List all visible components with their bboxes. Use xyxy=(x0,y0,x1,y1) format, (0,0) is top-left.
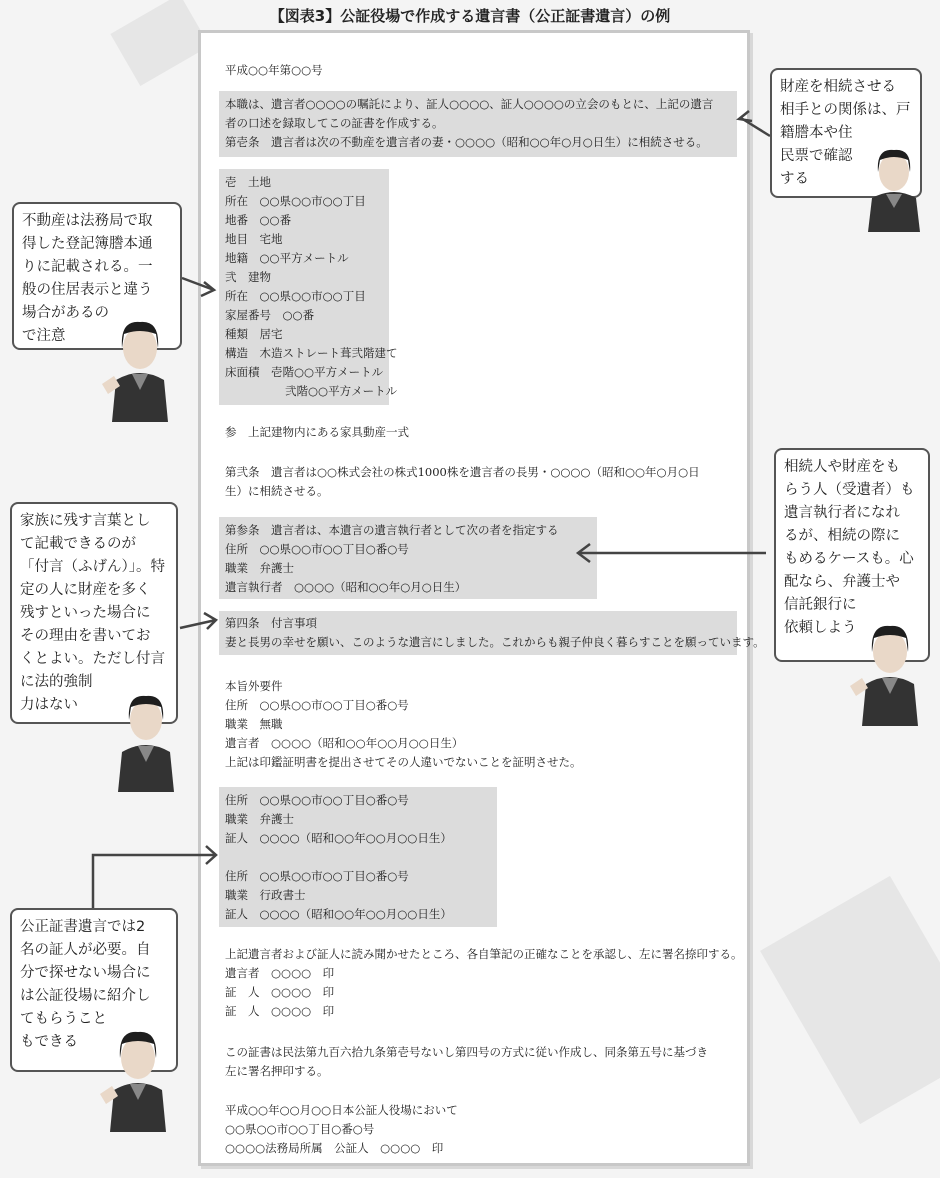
callout-line: 分で探せない場合に xyxy=(20,965,151,981)
doc-line: 家屋番号 ○○番 xyxy=(225,308,315,322)
doc-line: 第四条 付言事項 xyxy=(225,616,317,630)
doc-line: 種類 居宅 xyxy=(225,327,283,341)
doc-line: 証人 ○○○○（昭和○○年○○月○○日生） xyxy=(225,831,452,845)
callout-line: 場合があるの xyxy=(22,305,109,321)
callout-line: 「付言（ふげん）」。特 xyxy=(20,559,165,575)
callout-line: 財産を相続させる xyxy=(780,79,896,95)
arrow-realestate-head xyxy=(201,282,214,296)
callout-line: てもらうこと xyxy=(20,1011,107,1027)
callout-line: 相続人や財産をも xyxy=(784,459,900,475)
doc-line: 遺言執行者 ○○○○（昭和○○年○月○日生） xyxy=(225,580,467,594)
callout-line: 残すといった場合に xyxy=(20,605,151,621)
callout-line: は公証役場に紹介し xyxy=(20,988,151,1004)
doc-line: 住所 ○○県○○市○○丁目○番○号 xyxy=(225,793,409,807)
doc-line: 職業 無職 xyxy=(225,717,283,731)
advisor-illustration xyxy=(846,606,932,726)
doc-line: 弐 建物 xyxy=(225,270,271,284)
doc-line: 地番 ○○番 xyxy=(225,213,292,227)
callout-line: で注意 xyxy=(22,328,66,344)
doc-line: 住所 ○○県○○市○○丁目○番○号 xyxy=(225,698,409,712)
callout-line: 信託銀行に xyxy=(784,597,857,613)
doc-line: 職業 弁護士 xyxy=(225,812,294,826)
doc-line: 弐階○○平方メートル xyxy=(285,384,398,398)
doc-line: 遺言者 ○○○○（昭和○○年○○月○○日生） xyxy=(225,736,464,750)
doc-line: 第壱条 遺言者は次の不動産を遺言者の妻・○○○○（昭和○○年○月○日生）に相続させる。 xyxy=(225,135,708,149)
doc-line: 第参条 遺言者は、本遺言の遺言執行者として次の者を指定する xyxy=(225,523,559,537)
doc-line: 上記は印鑑証明書を提出させてその人違いでないことを証明させた。 xyxy=(225,755,582,769)
callout-line: りに記載される。一 xyxy=(22,259,153,275)
doc-line: 住所 ○○県○○市○○丁目○番○号 xyxy=(225,869,409,883)
doc-line: 本旨外要件 xyxy=(225,679,283,693)
doc-line: 証 人 ○○○○ 印 xyxy=(225,1004,335,1018)
doc-line: 証人 ○○○○（昭和○○年○○月○○日生） xyxy=(225,907,452,921)
callout-line: て記載できるのが xyxy=(20,536,136,552)
figure-title: 【図表3】公証役場で作成する遺言書（公正証書遺言）の例 xyxy=(269,7,671,25)
callout-line: 得した登記簿謄本通 xyxy=(22,236,153,252)
doc-line: 証 人 ○○○○ 印 xyxy=(225,985,335,999)
callout-line: 名の証人が必要。自 xyxy=(20,942,151,958)
callout-line: もめるケースも。心 xyxy=(784,551,914,567)
doc-line: 本職は、遺言者○○○○の嘱託により、証人○○○○、証人○○○○の立会のもとに、上記の遺言 xyxy=(225,97,714,111)
callout-line: 力はない xyxy=(20,697,78,713)
callout-line: 依頼しよう xyxy=(784,620,857,636)
arrow-relation-head xyxy=(739,111,752,121)
advisor-illustration xyxy=(96,1010,180,1132)
doc-line: 生）に相続させる。 xyxy=(225,484,329,498)
callout-line: 相手との関係は、戸 xyxy=(780,102,911,118)
doc-line: 壱 土地 xyxy=(225,175,271,189)
callout-line: 定の人に財産を多く xyxy=(20,582,151,598)
callout-line: 籍謄本や住 xyxy=(780,125,853,141)
doc-line: 妻と長男の幸せを願い、このような遺言にしました。これからも親子仲良く暮らすことを願っています。 xyxy=(225,635,765,649)
doc-line: ○○県○○市○○丁目○番○号 xyxy=(225,1122,375,1136)
callout-line: 配なら、弁護士や xyxy=(784,574,900,590)
callout-line: くとよい。ただし付言 xyxy=(20,651,165,667)
arrow-realestate xyxy=(182,278,214,290)
doc-line: 構造 木造ストレート葺弐階建て xyxy=(225,346,398,360)
doc-line: 遺言者 ○○○○ 印 xyxy=(225,966,335,980)
doc-line: ○○○○法務局所属 公証人 ○○○○ 印 xyxy=(225,1141,444,1155)
doc-line: 所在 ○○県○○市○○丁目 xyxy=(225,194,366,208)
doc-line: 職業 弁護士 xyxy=(225,561,294,575)
doc-line: 平成○○年第○○号 xyxy=(225,63,323,77)
callout-line: らう人（受遺者）も xyxy=(784,482,915,498)
doc-line: 住所 ○○県○○市○○丁目○番○号 xyxy=(225,542,409,556)
advisor-illustration xyxy=(98,300,182,422)
doc-line: 上記遺言者および証人に読み聞かせたところ、各自筆記の正確なことを承認し、左に署名捺印する。 xyxy=(225,947,743,961)
advisor-illustration xyxy=(110,676,182,792)
callout-line: 公正証書遺言では2 xyxy=(20,919,146,935)
arrow-witness xyxy=(93,855,216,908)
advisor-illustration xyxy=(858,136,930,232)
doc-line: 職業 行政書士 xyxy=(225,888,306,902)
callout-line: 家族に残す言葉とし xyxy=(20,513,151,529)
callout-line: 民票で確認 xyxy=(780,148,853,164)
callout-line: 不動産は法務局で取 xyxy=(22,213,153,229)
callout-line: する xyxy=(780,171,809,187)
doc-line: 参 上記建物内にある家具動産一式 xyxy=(225,425,409,439)
callout-line: 遺言執行者になれ xyxy=(784,505,900,521)
callout-line: に法的強制 xyxy=(20,674,93,690)
callout-line: その理由を書いてお xyxy=(20,628,151,644)
doc-line: 左に署名押印する。 xyxy=(225,1064,329,1078)
doc-line: 者の口述を録取してこの証書を作成する。 xyxy=(225,116,444,130)
doc-line: 地籍 ○○平方メートル xyxy=(225,251,349,265)
callout-line: 般の住居表示と違う xyxy=(22,282,153,298)
callout-line: るが、相続の際に xyxy=(784,528,900,544)
doc-line: 床面積 壱階○○平方メートル xyxy=(225,365,384,379)
doc-line: 所在 ○○県○○市○○丁目 xyxy=(225,289,366,303)
doc-line: この証書は民法第九百六拾九条第壱号ないし第四号の方式に従い作成し、同条第五号に基づき xyxy=(225,1045,708,1059)
callout-line: もできる xyxy=(20,1034,78,1050)
doc-line: 平成○○年○○月○○日本公証人役場において xyxy=(225,1103,458,1117)
doc-line: 地目 宅地 xyxy=(225,232,283,246)
doc-line: 第弐条 遺言者は○○株式会社の株式1000株を遺言者の長男・○○○○（昭和○○年○月○日 xyxy=(225,465,700,479)
